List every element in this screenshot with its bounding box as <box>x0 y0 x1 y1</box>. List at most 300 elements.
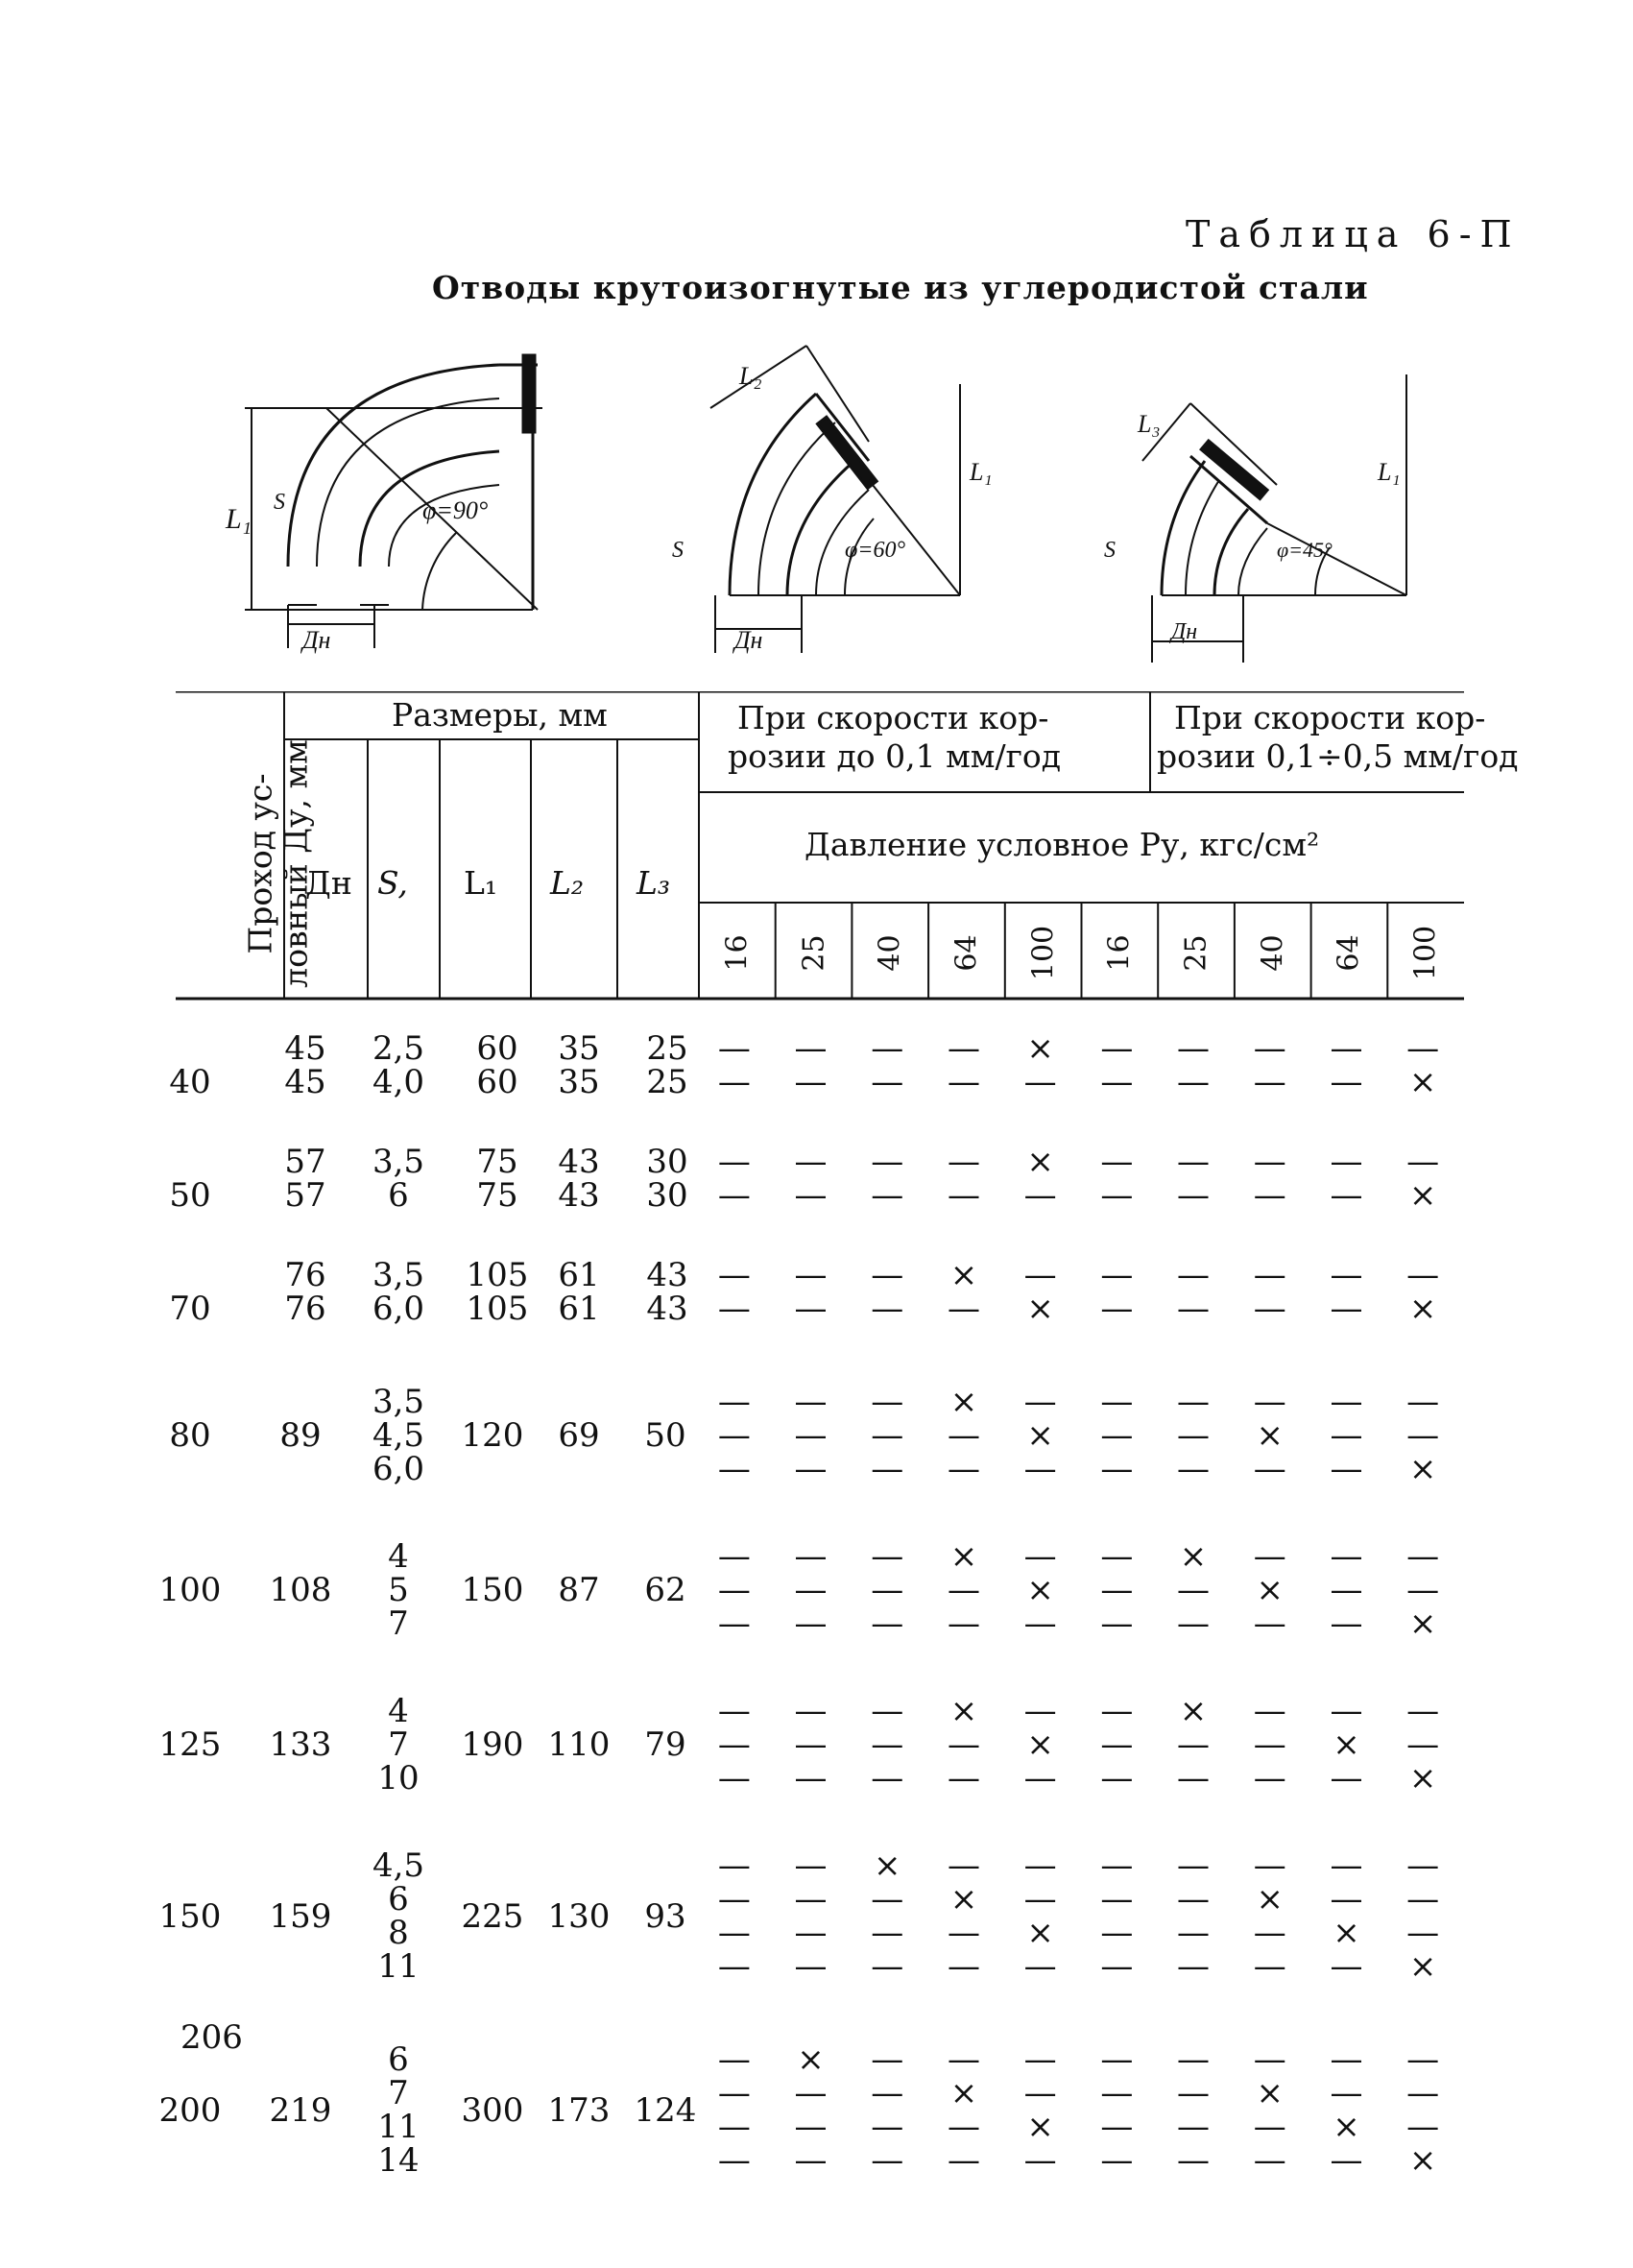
mark-dash: — <box>871 2040 904 2079</box>
fig1-angle-label: φ=90° <box>422 496 489 524</box>
row-s: 11 <box>377 1947 420 1986</box>
row-s: 6 <box>388 1176 409 1215</box>
pressure-col-header: 16 <box>1102 934 1137 972</box>
mark-applicable: × <box>949 1537 978 1576</box>
row-l1: 190 <box>461 1725 524 1764</box>
mark-dash: — <box>794 1604 828 1643</box>
mark-dash: — <box>1023 1947 1057 1986</box>
mark-dash: — <box>1406 1029 1440 1068</box>
mark-dash: — <box>871 1914 904 1952</box>
row-dn: 219 <box>269 2090 332 2130</box>
row-dn: 45 <box>284 1029 326 1068</box>
mark-dash: — <box>1100 1571 1134 1609</box>
row-l3: 30 <box>646 1143 688 1181</box>
mark-dash: — <box>1177 2040 1211 2079</box>
row-du: 150 <box>158 1896 222 1936</box>
mark-dash: — <box>1100 1846 1134 1885</box>
mark-applicable: × <box>1333 1914 1360 1952</box>
mark-dash: — <box>1253 1450 1286 1488</box>
mark-dash: — <box>1330 1256 1363 1294</box>
row-l1: 60 <box>476 1063 518 1101</box>
mark-dash: — <box>794 1725 828 1764</box>
mark-dash: — <box>717 1880 751 1918</box>
mark-dash: — <box>1330 1759 1363 1798</box>
mark-dash: — <box>717 1176 751 1215</box>
mark-applicable: × <box>1026 1416 1054 1455</box>
row-du: 70 <box>169 1290 211 1328</box>
mark-dash: — <box>717 1947 751 1986</box>
mark-dash: — <box>1253 1759 1286 1798</box>
row-l2: 130 <box>547 1896 611 1936</box>
row-l1: 75 <box>476 1176 518 1215</box>
mark-dash: — <box>1023 1256 1057 1294</box>
header-corrosion2-line2: розии 0,1÷0,5 мм/год <box>1157 737 1519 775</box>
mark-applicable: × <box>1179 1537 1208 1576</box>
pressure-col-header: 16 <box>720 934 755 972</box>
mark-dash: — <box>794 2074 828 2112</box>
mark-dash: — <box>871 1692 904 1730</box>
row-dn: 108 <box>269 1571 332 1609</box>
mark-dash: — <box>1330 1063 1363 1101</box>
header-pass-line1: Проход ус- <box>241 773 279 954</box>
mark-dash: — <box>1023 1537 1057 1576</box>
row-l3: 93 <box>644 1896 686 1936</box>
mark-dash: — <box>794 1880 828 1918</box>
mark-dash: — <box>1253 1176 1286 1215</box>
mark-dash: — <box>1406 1692 1440 1730</box>
header-pressure: Давление условное Pу, кгс/см² <box>804 826 1320 863</box>
bends-table <box>158 691 1519 2180</box>
mark-dash: — <box>947 1571 980 1609</box>
mark-dash: — <box>871 1759 904 1798</box>
mark-applicable: × <box>1256 1571 1284 1609</box>
mark-dash: — <box>1406 1416 1440 1455</box>
mark-applicable: × <box>1026 1143 1054 1181</box>
row-l1: 105 <box>466 1256 529 1294</box>
table-title: Отводы крутоизогнутые из углеродистой стали <box>432 269 1369 306</box>
mark-dash: — <box>1253 1029 1286 1068</box>
row-s: 7 <box>388 2074 409 2112</box>
mark-dash: — <box>871 1416 904 1455</box>
mark-dash: — <box>871 1256 904 1294</box>
row-l2: 69 <box>558 1416 600 1455</box>
mark-dash: — <box>717 2141 751 2180</box>
row-l3: 25 <box>646 1063 688 1101</box>
mark-dash: — <box>1406 1571 1440 1609</box>
header-corrosion2-line1: При скорости кор- <box>1174 699 1486 736</box>
header-corrosion1-line1: При скорости кор- <box>737 699 1049 736</box>
mark-applicable: × <box>949 1880 978 1918</box>
row-l2: 110 <box>547 1725 611 1764</box>
mark-dash: — <box>1100 1290 1134 1328</box>
mark-dash: — <box>1100 1604 1134 1643</box>
row-dn: 76 <box>284 1290 326 1328</box>
mark-dash: — <box>794 1256 828 1294</box>
mark-applicable: × <box>949 1256 978 1294</box>
mark-dash: — <box>871 1029 904 1068</box>
mark-applicable: × <box>1408 1604 1437 1643</box>
row-s: 2,5 <box>372 1029 425 1068</box>
row-dn: 133 <box>269 1725 332 1764</box>
table-grid <box>176 691 1464 1997</box>
fig2-dn-label: Дн <box>734 626 763 654</box>
mark-dash: — <box>794 1290 828 1328</box>
mark-dash: — <box>717 1063 751 1101</box>
fig1-s-label: S <box>274 490 285 515</box>
mark-dash: — <box>1330 1571 1363 1609</box>
mark-dash: — <box>947 1725 980 1764</box>
mark-dash: — <box>1406 2074 1440 2112</box>
row-s: 5 <box>388 1571 409 1609</box>
mark-dash: — <box>871 2074 904 2112</box>
header-sizes: Размеры, мм <box>392 696 608 734</box>
mark-dash: — <box>1023 2040 1057 2079</box>
mark-dash: — <box>871 1063 904 1101</box>
mark-dash: — <box>1177 1143 1211 1181</box>
mark-dash: — <box>1330 1947 1363 1986</box>
mark-dash: — <box>794 1383 828 1421</box>
mark-dash: — <box>947 1450 980 1488</box>
mark-dash: — <box>947 2040 980 2079</box>
mark-dash: — <box>1177 2108 1211 2146</box>
mark-dash: — <box>1023 1846 1057 1885</box>
mark-applicable: × <box>874 1846 901 1885</box>
row-du: 200 <box>158 2090 222 2130</box>
mark-dash: — <box>1100 1914 1134 1952</box>
row-dn: 57 <box>284 1176 326 1215</box>
row-s: 14 <box>377 2141 420 2180</box>
mark-dash: — <box>1177 1759 1211 1798</box>
mark-dash: — <box>1100 1692 1134 1730</box>
mark-dash: — <box>1100 2141 1134 2180</box>
mark-dash: — <box>1177 1947 1211 1986</box>
row-l2: 43 <box>558 1176 600 1215</box>
row-s: 4,5 <box>372 1416 425 1455</box>
row-s: 8 <box>388 1914 409 1952</box>
mark-dash: — <box>1330 1029 1363 1068</box>
mark-dash: — <box>717 1604 751 1643</box>
mark-dash: — <box>1253 1143 1286 1181</box>
row-dn: 76 <box>284 1256 326 1294</box>
mark-applicable: × <box>1408 1290 1437 1328</box>
mark-dash: — <box>794 1692 828 1730</box>
mark-dash: — <box>1177 2141 1211 2180</box>
pressure-col-header: 40 <box>1256 934 1290 972</box>
row-dn: 45 <box>284 1063 326 1101</box>
mark-dash: — <box>871 1143 904 1181</box>
fig3-l1-label: L₁ <box>1378 458 1401 486</box>
mark-dash: — <box>1253 1256 1286 1294</box>
mark-dash: — <box>1023 1176 1057 1215</box>
mark-dash: — <box>1253 1914 1286 1952</box>
mark-dash: — <box>1100 1256 1134 1294</box>
mark-dash: — <box>947 1604 980 1643</box>
mark-dash: — <box>947 2108 980 2146</box>
mark-dash: — <box>1023 1604 1057 1643</box>
pressure-col-header: 25 <box>1179 934 1213 972</box>
pressure-col-header: 100 <box>1408 925 1443 981</box>
mark-dash: — <box>717 1143 751 1181</box>
mark-dash: — <box>947 1176 980 1215</box>
mark-dash: — <box>1023 1383 1057 1421</box>
mark-dash: — <box>717 1914 751 1952</box>
mark-applicable: × <box>949 2074 978 2112</box>
mark-dash: — <box>1100 1537 1134 1576</box>
mark-dash: — <box>717 1537 751 1576</box>
mark-dash: — <box>1177 1914 1211 1952</box>
fig3-s-label: S <box>1104 538 1116 563</box>
mark-dash: — <box>1023 2141 1057 2180</box>
row-l2: 61 <box>558 1290 600 1328</box>
row-du: 100 <box>158 1571 222 1609</box>
fig3-dn-label: Дн <box>1171 619 1198 644</box>
mark-dash: — <box>1177 1604 1211 1643</box>
mark-dash: — <box>1406 1383 1440 1421</box>
mark-applicable: × <box>1026 2108 1054 2146</box>
mark-dash: — <box>871 2141 904 2180</box>
mark-dash: — <box>717 1759 751 1798</box>
row-s: 7 <box>388 1725 409 1764</box>
mark-dash: — <box>1177 1063 1211 1101</box>
mark-dash: — <box>717 1846 751 1885</box>
mark-dash: — <box>1330 1143 1363 1181</box>
row-dn: 57 <box>284 1143 326 1181</box>
fig2-l2-label: L₂ <box>739 362 762 390</box>
figure-60-degree-bend <box>710 346 960 653</box>
row-l2: 61 <box>558 1256 600 1294</box>
mark-dash: — <box>1023 1759 1057 1798</box>
mark-dash: — <box>717 1256 751 1294</box>
mark-dash: — <box>1177 1256 1211 1294</box>
row-s: 6 <box>388 1880 409 1918</box>
mark-dash: — <box>1253 1846 1286 1885</box>
mark-applicable: × <box>1026 1290 1054 1328</box>
mark-dash: — <box>1330 2040 1363 2079</box>
row-l3: 124 <box>634 2090 697 2130</box>
mark-dash: — <box>871 1725 904 1764</box>
fig2-angle-label: φ=60° <box>845 538 906 563</box>
row-du: 80 <box>169 1416 211 1455</box>
mark-dash: — <box>794 1029 828 1068</box>
mark-dash: — <box>1023 1880 1057 1918</box>
row-l1: 300 <box>461 2090 524 2130</box>
mark-dash: — <box>1100 1759 1134 1798</box>
header-l1: L₁ <box>464 864 498 902</box>
mark-dash: — <box>794 1450 828 1488</box>
mark-dash: — <box>1177 1571 1211 1609</box>
row-l2: 173 <box>547 2090 611 2130</box>
row-dn: 89 <box>279 1416 322 1455</box>
mark-applicable: × <box>1026 1029 1054 1068</box>
mark-dash: — <box>1406 1143 1440 1181</box>
mark-dash: — <box>1023 1692 1057 1730</box>
mark-dash: — <box>1100 1143 1134 1181</box>
mark-dash: — <box>1177 1450 1211 1488</box>
mark-dash: — <box>1406 1256 1440 1294</box>
row-du: 50 <box>169 1176 211 1215</box>
row-l2: 43 <box>558 1143 600 1181</box>
mark-dash: — <box>947 1759 980 1798</box>
mark-applicable: × <box>1026 1914 1054 1952</box>
mark-dash: — <box>1253 2040 1286 2079</box>
header-s: S, <box>377 864 408 902</box>
mark-dash: — <box>794 2141 828 2180</box>
mark-dash: — <box>1253 1063 1286 1101</box>
mark-dash: — <box>1023 2074 1057 2112</box>
mark-applicable: × <box>1408 1063 1437 1101</box>
mark-dash: — <box>794 1914 828 1952</box>
mark-dash: — <box>1330 2074 1363 2112</box>
mark-dash: — <box>1177 1725 1211 1764</box>
mark-dash: — <box>717 1725 751 1764</box>
row-s: 3,5 <box>372 1143 425 1181</box>
mark-dash: — <box>717 1450 751 1488</box>
mark-dash: — <box>794 1143 828 1181</box>
mark-dash: — <box>947 2141 980 2180</box>
mark-dash: — <box>1330 1383 1363 1421</box>
mark-dash: — <box>1100 1383 1134 1421</box>
mark-dash: — <box>947 1846 980 1885</box>
mark-dash: — <box>794 1416 828 1455</box>
fig3-l3-label: L₃ <box>1138 410 1161 438</box>
pressure-col-header: 64 <box>1332 934 1366 972</box>
mark-dash: — <box>1406 1914 1440 1952</box>
mark-dash: — <box>871 1450 904 1488</box>
mark-dash: — <box>871 1947 904 1986</box>
mark-dash: — <box>1253 1725 1286 1764</box>
mark-dash: — <box>794 2108 828 2146</box>
pressure-col-header: 25 <box>797 934 831 972</box>
mark-dash: — <box>947 1029 980 1068</box>
bend-drawings <box>0 317 1633 682</box>
row-l2: 35 <box>558 1029 600 1068</box>
header-l3: L₃ <box>636 864 671 902</box>
row-l1: 105 <box>466 1290 529 1328</box>
mark-dash: — <box>717 1290 751 1328</box>
mark-dash: — <box>1253 1692 1286 1730</box>
mark-applicable: × <box>1408 1759 1437 1798</box>
mark-dash: — <box>871 1383 904 1421</box>
mark-dash: — <box>717 2108 751 2146</box>
mark-dash: — <box>1100 1450 1134 1488</box>
row-l2: 87 <box>558 1571 600 1609</box>
mark-dash: — <box>1330 1290 1363 1328</box>
mark-applicable: × <box>949 1383 978 1421</box>
mark-applicable: × <box>1179 1692 1208 1730</box>
mark-dash: — <box>1177 1029 1211 1068</box>
mark-dash: — <box>871 1176 904 1215</box>
mark-dash: — <box>1177 1383 1211 1421</box>
row-s: 11 <box>377 2108 420 2146</box>
mark-dash: — <box>1253 2141 1286 2180</box>
mark-dash: — <box>1253 2108 1286 2146</box>
mark-applicable: × <box>1408 2141 1437 2180</box>
mark-dash: — <box>794 1571 828 1609</box>
mark-dash: — <box>1253 1604 1286 1643</box>
mark-dash: — <box>947 1914 980 1952</box>
mark-dash: — <box>1253 1947 1286 1986</box>
row-l3: 43 <box>646 1256 688 1294</box>
row-l3: 62 <box>644 1571 686 1609</box>
fig3-angle-label: φ=45° <box>1277 538 1333 562</box>
mark-dash: — <box>717 1571 751 1609</box>
row-l3: 30 <box>646 1176 688 1215</box>
header-corrosion1-line2: розии до 0,1 мм/год <box>728 737 1062 775</box>
mark-dash: — <box>947 1416 980 1455</box>
mark-applicable: × <box>1256 1880 1284 1918</box>
mark-dash: — <box>871 1290 904 1328</box>
header-l2: L₂ <box>550 864 585 902</box>
mark-dash: — <box>1100 1947 1134 1986</box>
mark-dash: — <box>794 1846 828 1885</box>
row-s: 6 <box>388 2040 409 2079</box>
mark-applicable: × <box>1026 1571 1054 1609</box>
mark-dash: — <box>1330 1176 1363 1215</box>
row-l1: 120 <box>461 1416 524 1455</box>
header-pass-line2: ловный Ду, мм <box>276 739 315 988</box>
row-l1: 150 <box>461 1571 524 1609</box>
mark-dash: — <box>871 2108 904 2146</box>
row-s: 4,5 <box>372 1846 425 1885</box>
row-l3: 25 <box>646 1029 688 1068</box>
row-l3: 79 <box>644 1725 686 1764</box>
mark-dash: — <box>1253 1537 1286 1576</box>
fig1-l1-label: L₁ <box>226 503 252 535</box>
mark-dash: — <box>1177 1176 1211 1215</box>
mark-applicable: × <box>1408 1947 1437 1986</box>
mark-dash: — <box>794 1947 828 1986</box>
mark-dash: — <box>1330 1450 1363 1488</box>
row-dn: 159 <box>269 1896 332 1936</box>
mark-dash: — <box>1100 1063 1134 1101</box>
mark-dash: — <box>1406 1725 1440 1764</box>
mark-dash: — <box>1330 1880 1363 1918</box>
mark-dash: — <box>947 1290 980 1328</box>
mark-dash: — <box>947 1143 980 1181</box>
mark-dash: — <box>717 2040 751 2079</box>
fig2-l1-label: L₁ <box>970 458 993 486</box>
mark-dash: — <box>1330 2141 1363 2180</box>
mark-applicable: × <box>1333 1725 1360 1764</box>
mark-dash: — <box>717 1383 751 1421</box>
row-s: 4 <box>388 1692 409 1730</box>
row-du: 125 <box>158 1725 222 1764</box>
page-number: 206 <box>180 2018 243 2057</box>
mark-dash: — <box>1406 1846 1440 1885</box>
mark-dash: — <box>1100 1725 1134 1764</box>
mark-applicable: × <box>1333 2108 1360 2146</box>
row-l1: 225 <box>461 1896 524 1936</box>
mark-dash: — <box>1100 2074 1134 2112</box>
mark-dash: — <box>1100 1416 1134 1455</box>
mark-dash: — <box>947 1947 980 1986</box>
mark-applicable: × <box>797 2040 825 2079</box>
row-s: 3,5 <box>372 1256 425 1294</box>
mark-dash: — <box>1023 1063 1057 1101</box>
mark-applicable: × <box>1256 2074 1284 2112</box>
row-s: 4 <box>388 1537 409 1576</box>
row-du: 40 <box>169 1063 211 1101</box>
mark-dash: — <box>1406 2108 1440 2146</box>
mark-dash: — <box>1177 1290 1211 1328</box>
row-s: 4,0 <box>372 1063 425 1101</box>
row-s: 6,0 <box>372 1450 425 1488</box>
mark-dash: — <box>947 1063 980 1101</box>
figure-90-degree-bend <box>245 355 542 648</box>
mark-dash: — <box>717 1029 751 1068</box>
mark-dash: — <box>1177 1880 1211 1918</box>
mark-dash: — <box>794 1537 828 1576</box>
